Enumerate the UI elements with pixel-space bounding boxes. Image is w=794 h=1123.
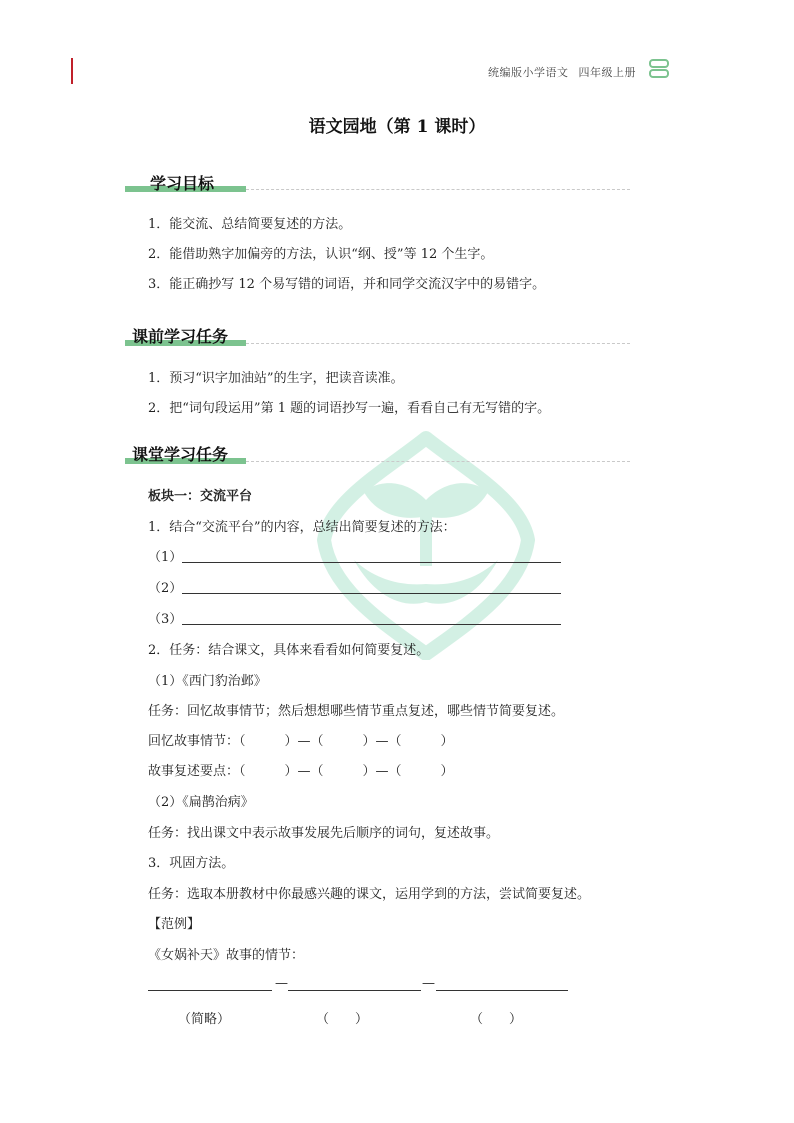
task-2: 任务：找出课文中表示故事发展先后顺序的词句，复述故事。 [148, 826, 500, 841]
section-inclass-heading: 课堂学习任务 [132, 445, 229, 464]
plot-line-3[interactable] [436, 990, 568, 991]
header-logo-icon [648, 58, 670, 80]
watermark-leaf-icon [316, 430, 536, 660]
header-book: 统编版小学语文 [488, 66, 569, 79]
header-grade: 四年级上册 [578, 66, 636, 79]
example-label: 【范例】 [148, 917, 201, 932]
plot-line-2[interactable] [288, 990, 421, 991]
question-2: 2．任务：结合课文，具体来看看如何简要复述。 [148, 643, 430, 658]
section-preclass-divider [246, 343, 630, 344]
section-preclass-heading: 课前学习任务 [132, 327, 229, 346]
plot-foot-3: （ ） [470, 1012, 523, 1027]
plot-dash-2: — [422, 976, 435, 991]
goal-item-3: 3．能正确抄写 12 个易写错的词语，并和同学交流汉字中的易错字。 [148, 277, 546, 292]
plot-foot-1: （简略） [178, 1012, 231, 1027]
goal-item-1: 1．能交流、总结简要复述的方法。 [148, 217, 352, 232]
section-goals-divider [246, 189, 630, 190]
question-3: 3．巩固方法。 [148, 856, 235, 871]
question-1: 1．结合“交流平台”的内容，总结出简要复述的方法： [148, 520, 456, 535]
plot-line-1[interactable] [148, 990, 272, 991]
task-3: 任务：选取本册教材中你最感兴趣的课文，运用学到的方法，尝试简要复述。 [148, 887, 591, 902]
header-red-mark [71, 58, 73, 84]
goal-item-2: 2．能借助熟字加偏旁的方法，认识“纲、授”等 12 个生字。 [148, 247, 494, 262]
answer-line-3[interactable] [182, 624, 561, 625]
plot-foot-2: （ ） [316, 1012, 369, 1027]
example-title: 《女娲补天》故事的情节： [148, 948, 305, 963]
recall-plot-row: 回忆故事情节：（ ）—（ ）—（ ） [148, 734, 454, 749]
blank-label-3: （3） [148, 612, 183, 627]
section-goals-heading: 学习目标 [150, 174, 215, 193]
task-1: 任务：回忆故事情节；然后想想哪些情节重点复述，哪些情节简要复述。 [148, 704, 565, 719]
preclass-item-1: 1．预习“识字加油站”的生字，把读音读准。 [148, 371, 404, 386]
block1-heading: 板块一：交流平台 [148, 489, 253, 504]
section-inclass-divider [246, 461, 630, 462]
header-text [488, 64, 636, 80]
page-title: 语文园地（第 1 课时） [308, 117, 486, 137]
plot-dash-1: — [275, 976, 288, 991]
preclass-item-2: 2．把“词句段运用”第 1 题的词语抄写一遍，看看自己有无写错的字。 [148, 401, 551, 416]
blank-label-1: （1） [148, 550, 183, 565]
answer-line-2[interactable] [182, 593, 561, 594]
story-1-title: （1）《西门豹治邺》 [148, 674, 267, 689]
blank-label-2: （2） [148, 581, 183, 596]
story-2-title: （2）《扁鹊治病》 [148, 795, 254, 810]
retell-points-row: 故事复述要点：（ ）—（ ）—（ ） [148, 764, 454, 779]
answer-line-1[interactable] [182, 562, 561, 563]
